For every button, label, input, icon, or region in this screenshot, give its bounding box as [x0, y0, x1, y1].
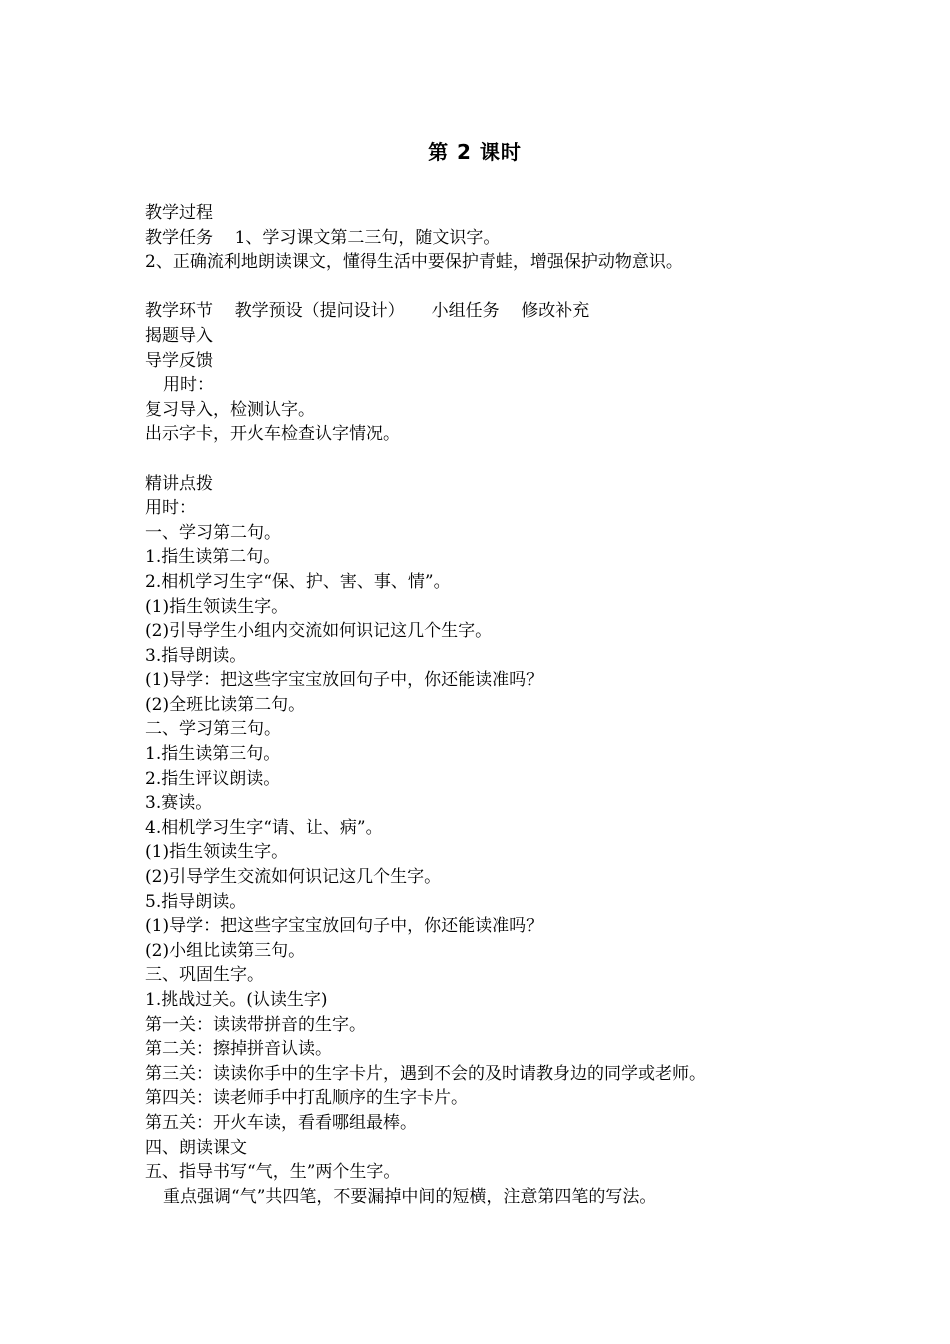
text-line: (2)全班比读第二句。	[145, 694, 306, 715]
text-line: 第四关：读老师手中打乱顺序的生字卡片。	[145, 1088, 468, 1109]
blank-line	[145, 447, 805, 472]
text-line: 复习导入，检测认字。	[145, 399, 315, 420]
text-line: 1.指生读第二句。	[145, 547, 281, 568]
text-line: 2、正确流利地朗读课文，懂得生活中要保护青蛙，增强保护动物意识。	[145, 252, 683, 273]
table-header-line: 教学环节 教学预设（提问设计） 小组任务 修改补充	[145, 301, 590, 322]
text-line: (1)指生领读生字。	[145, 842, 289, 863]
text-line: 出示字卡，开火车检查认字情况。	[145, 424, 400, 445]
text-line: 3.赛读。	[145, 793, 213, 814]
text-line: 重点强调“气”共四笔，不要漏掉中间的短横，注意第四笔的写法。	[163, 1186, 657, 1207]
text-line: 1.指生读第三句。	[145, 744, 281, 765]
text-line: 第二关：擦掉拼音认读。	[145, 1039, 332, 1060]
section-heading: 精讲点拨	[145, 473, 213, 494]
section-heading: 教学过程	[145, 203, 213, 223]
text-line: 四、朗读课文	[145, 1137, 247, 1158]
text-line: 一、学习第二句。	[145, 522, 281, 543]
text-line: (2)引导学生交流如何识记这几个生字。	[145, 867, 442, 888]
section-heading: 揭题导入	[145, 325, 213, 346]
text-line: 2.指生评议朗读。	[145, 768, 281, 789]
text-line: (1)指生领读生字。	[145, 596, 289, 617]
text-line: 5.指导朗读。	[145, 891, 247, 912]
time-label: 用时：	[163, 375, 214, 396]
text-line: 三、巩固生字。	[145, 965, 264, 986]
text-line: 3.指导朗读。	[145, 645, 247, 666]
text-line: (1)导学：把这些字宝宝放回句子中，你还能读准吗？	[145, 916, 544, 937]
text-line: (1)导学：把这些字宝宝放回句子中，你还能读准吗？	[145, 670, 544, 691]
text-line: 第一关：读读带拼音的生字。	[145, 1014, 366, 1035]
time-label: 用时：	[145, 498, 196, 519]
text-line: 第三关：读读你手中的生字卡片，遇到不会的及时请教身边的同学或老师。	[145, 1063, 706, 1084]
text-line: (2)小组比读第三句。	[145, 940, 306, 961]
blank-line	[145, 275, 805, 300]
text-line: 教学任务 1、学习课文第二三句，随文识字。	[145, 227, 501, 248]
section-heading: 导学反馈	[145, 350, 213, 371]
lesson-body	[145, 201, 805, 1209]
text-line: 二、学习第三句。	[145, 719, 281, 740]
text-line: 1.挑战过关。(认读生字)	[145, 990, 328, 1010]
text-line: 4.相机学习生字“请、让、病”。	[145, 817, 383, 838]
page-title: 第 2 课时	[428, 140, 522, 164]
text-line: (2)引导学生小组内交流如何识记这几个生字。	[145, 621, 493, 642]
text-line: 第五关：开火车读，看看哪组最棒。	[145, 1112, 417, 1133]
text-line: 五、指导书写“气，生”两个生字。	[145, 1162, 401, 1183]
text-line: 2.相机学习生字“保、护、害、事、情”。	[145, 571, 451, 592]
